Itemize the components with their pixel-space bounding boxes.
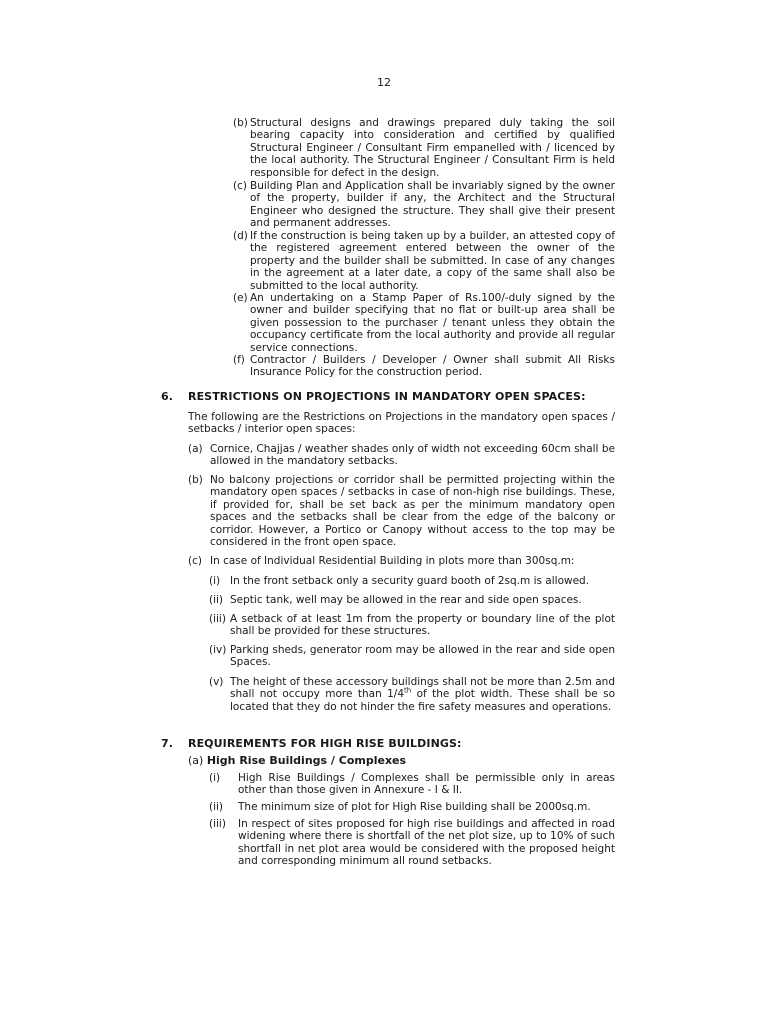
item-text: High Rise Buildings / Complexes shall be permissible only in areas other than those given in Annexure - I & II.: [238, 772, 615, 797]
item-label: (c): [188, 555, 202, 567]
section-number: 7.: [161, 737, 174, 750]
item-label: (c): [233, 180, 247, 192]
sub-list-item: [209, 594, 615, 606]
subsection-label: (a): [188, 754, 204, 767]
item-text: [230, 676, 615, 713]
item-label: (b): [233, 117, 248, 129]
sub-list-item: [209, 801, 615, 813]
list-item: [233, 230, 615, 292]
subsection-title: High Rise Buildings / Complexes: [206, 754, 407, 767]
superscript: th: [404, 686, 412, 695]
item-text: A setback of at least 1m from the property or boundary line of the plot shall be provided for these structures.: [230, 613, 615, 638]
item-text: Parking sheds, generator room may be allowed in the rear and side open Spaces.: [230, 644, 615, 669]
item-label: (iii): [209, 613, 226, 625]
item-text: If the construction is being taken up by a builder, an attested copy of the registered agreement entered between the owner of the property and the builder shall be submitted. In case of any changes in the agreement at a later date, a copy of the same shall also be submitted to the local authority.: [250, 230, 615, 292]
section-title: REQUIREMENTS FOR HIGH RISE BUILDINGS:: [188, 737, 462, 750]
item-text: No balcony projections or corridor shall be permitted projecting within the mandatory open spaces / setbacks in case of non-high rise buildings. These, if provided for, shall be set back as per the minimum mandatory open spaces and the setbacks shall be clear from the edge of the balcony or corridor. However, a Portico or Canopy without access to the top may be considered in the front open space.: [210, 474, 615, 549]
list-item: [233, 180, 615, 230]
text-part: of the plot width. These shall be so located that they do not hinder the fire safety measures and operations.: [230, 688, 615, 713]
item-text: In the front setback only a security guard booth of 2sq.m is allowed.: [230, 575, 590, 587]
list-item: [233, 117, 615, 179]
section-title: RESTRICTIONS ON PROJECTIONS IN MANDATORY OPEN SPACES:: [188, 390, 586, 403]
sub-list-item: [209, 575, 615, 587]
item-label: (ii): [209, 801, 224, 813]
item-text: Cornice, Chajjas / weather shades only of width not exceeding 60cm shall be allowed in the mandatory setbacks.: [210, 443, 615, 468]
item-label: (v): [209, 676, 224, 688]
section-number: 6.: [161, 390, 174, 403]
item-text: The minimum size of plot for High Rise building shall be 2000sq.m.: [238, 801, 591, 813]
sub-list-item: [209, 818, 615, 868]
list-item: [188, 555, 615, 567]
item-label: (iv): [209, 644, 227, 656]
section-intro: The following are the Restrictions on Projections in the mandatory open spaces / setbacks / interior open spaces:: [188, 411, 615, 436]
item-label: (i): [209, 772, 221, 784]
list-item: [233, 292, 615, 354]
item-label: (e): [233, 292, 248, 304]
text-part: The height of these accessory buildings shall not be more than 2.5m and shall not occupy more than 1/4: [230, 676, 615, 701]
sub-list-item: [209, 676, 615, 713]
item-label: (ii): [209, 594, 224, 606]
item-text: An undertaking on a Stamp Paper of Rs.100/-duly signed by the owner and builder specifying that no flat or built-up area shall be given possession to the purchaser / tenant unless they obtain the occupancy certificate from the local authority and provide all regular service connections.: [250, 292, 615, 354]
item-text: Structural designs and drawings prepared duly taking the soil bearing capacity into consideration and certified by qualified Structural Engineer / Consultant Firm empanelled with / licenced by the local authority. The Structural Engineer / Consultant Firm is held responsible for defect in the design.: [250, 117, 615, 179]
sub-list-item: [209, 772, 615, 797]
item-label: (d): [233, 230, 248, 242]
item-text: In respect of sites proposed for high rise buildings and affected in road widening where there is shortfall of the net plot size, up to 10% of such shortfall in net plot area would be considered with the proposed height and corresponding minimum all round setbacks.: [238, 818, 615, 868]
item-label: (a): [188, 443, 203, 455]
item-label: (f): [233, 354, 245, 366]
item-text: Building Plan and Application shall be invariably signed by the owner of the property, builder if any, the Architect and the Structural Engineer who designed the structure. They shall give their present and permanent addresses.: [250, 180, 615, 230]
list-item: [188, 474, 615, 548]
item-label: (b): [188, 474, 203, 486]
subsection-heading: [188, 755, 615, 767]
item-text: In case of Individual Residential Building in plots more than 300sq.m:: [210, 555, 575, 567]
sub-list-item: [209, 644, 615, 669]
item-text: Septic tank, well may be allowed in the rear and side open spaces.: [230, 594, 582, 606]
sub-list-item: [209, 613, 615, 638]
list-item: [233, 354, 615, 379]
item-label: (i): [209, 575, 221, 587]
list-item: [188, 443, 615, 468]
page-number: 12: [377, 76, 391, 89]
item-label: (iii): [209, 818, 226, 830]
item-text: Contractor / Builders / Developer / Owner shall submit All Risks Insurance Policy for the construction period.: [250, 354, 615, 379]
